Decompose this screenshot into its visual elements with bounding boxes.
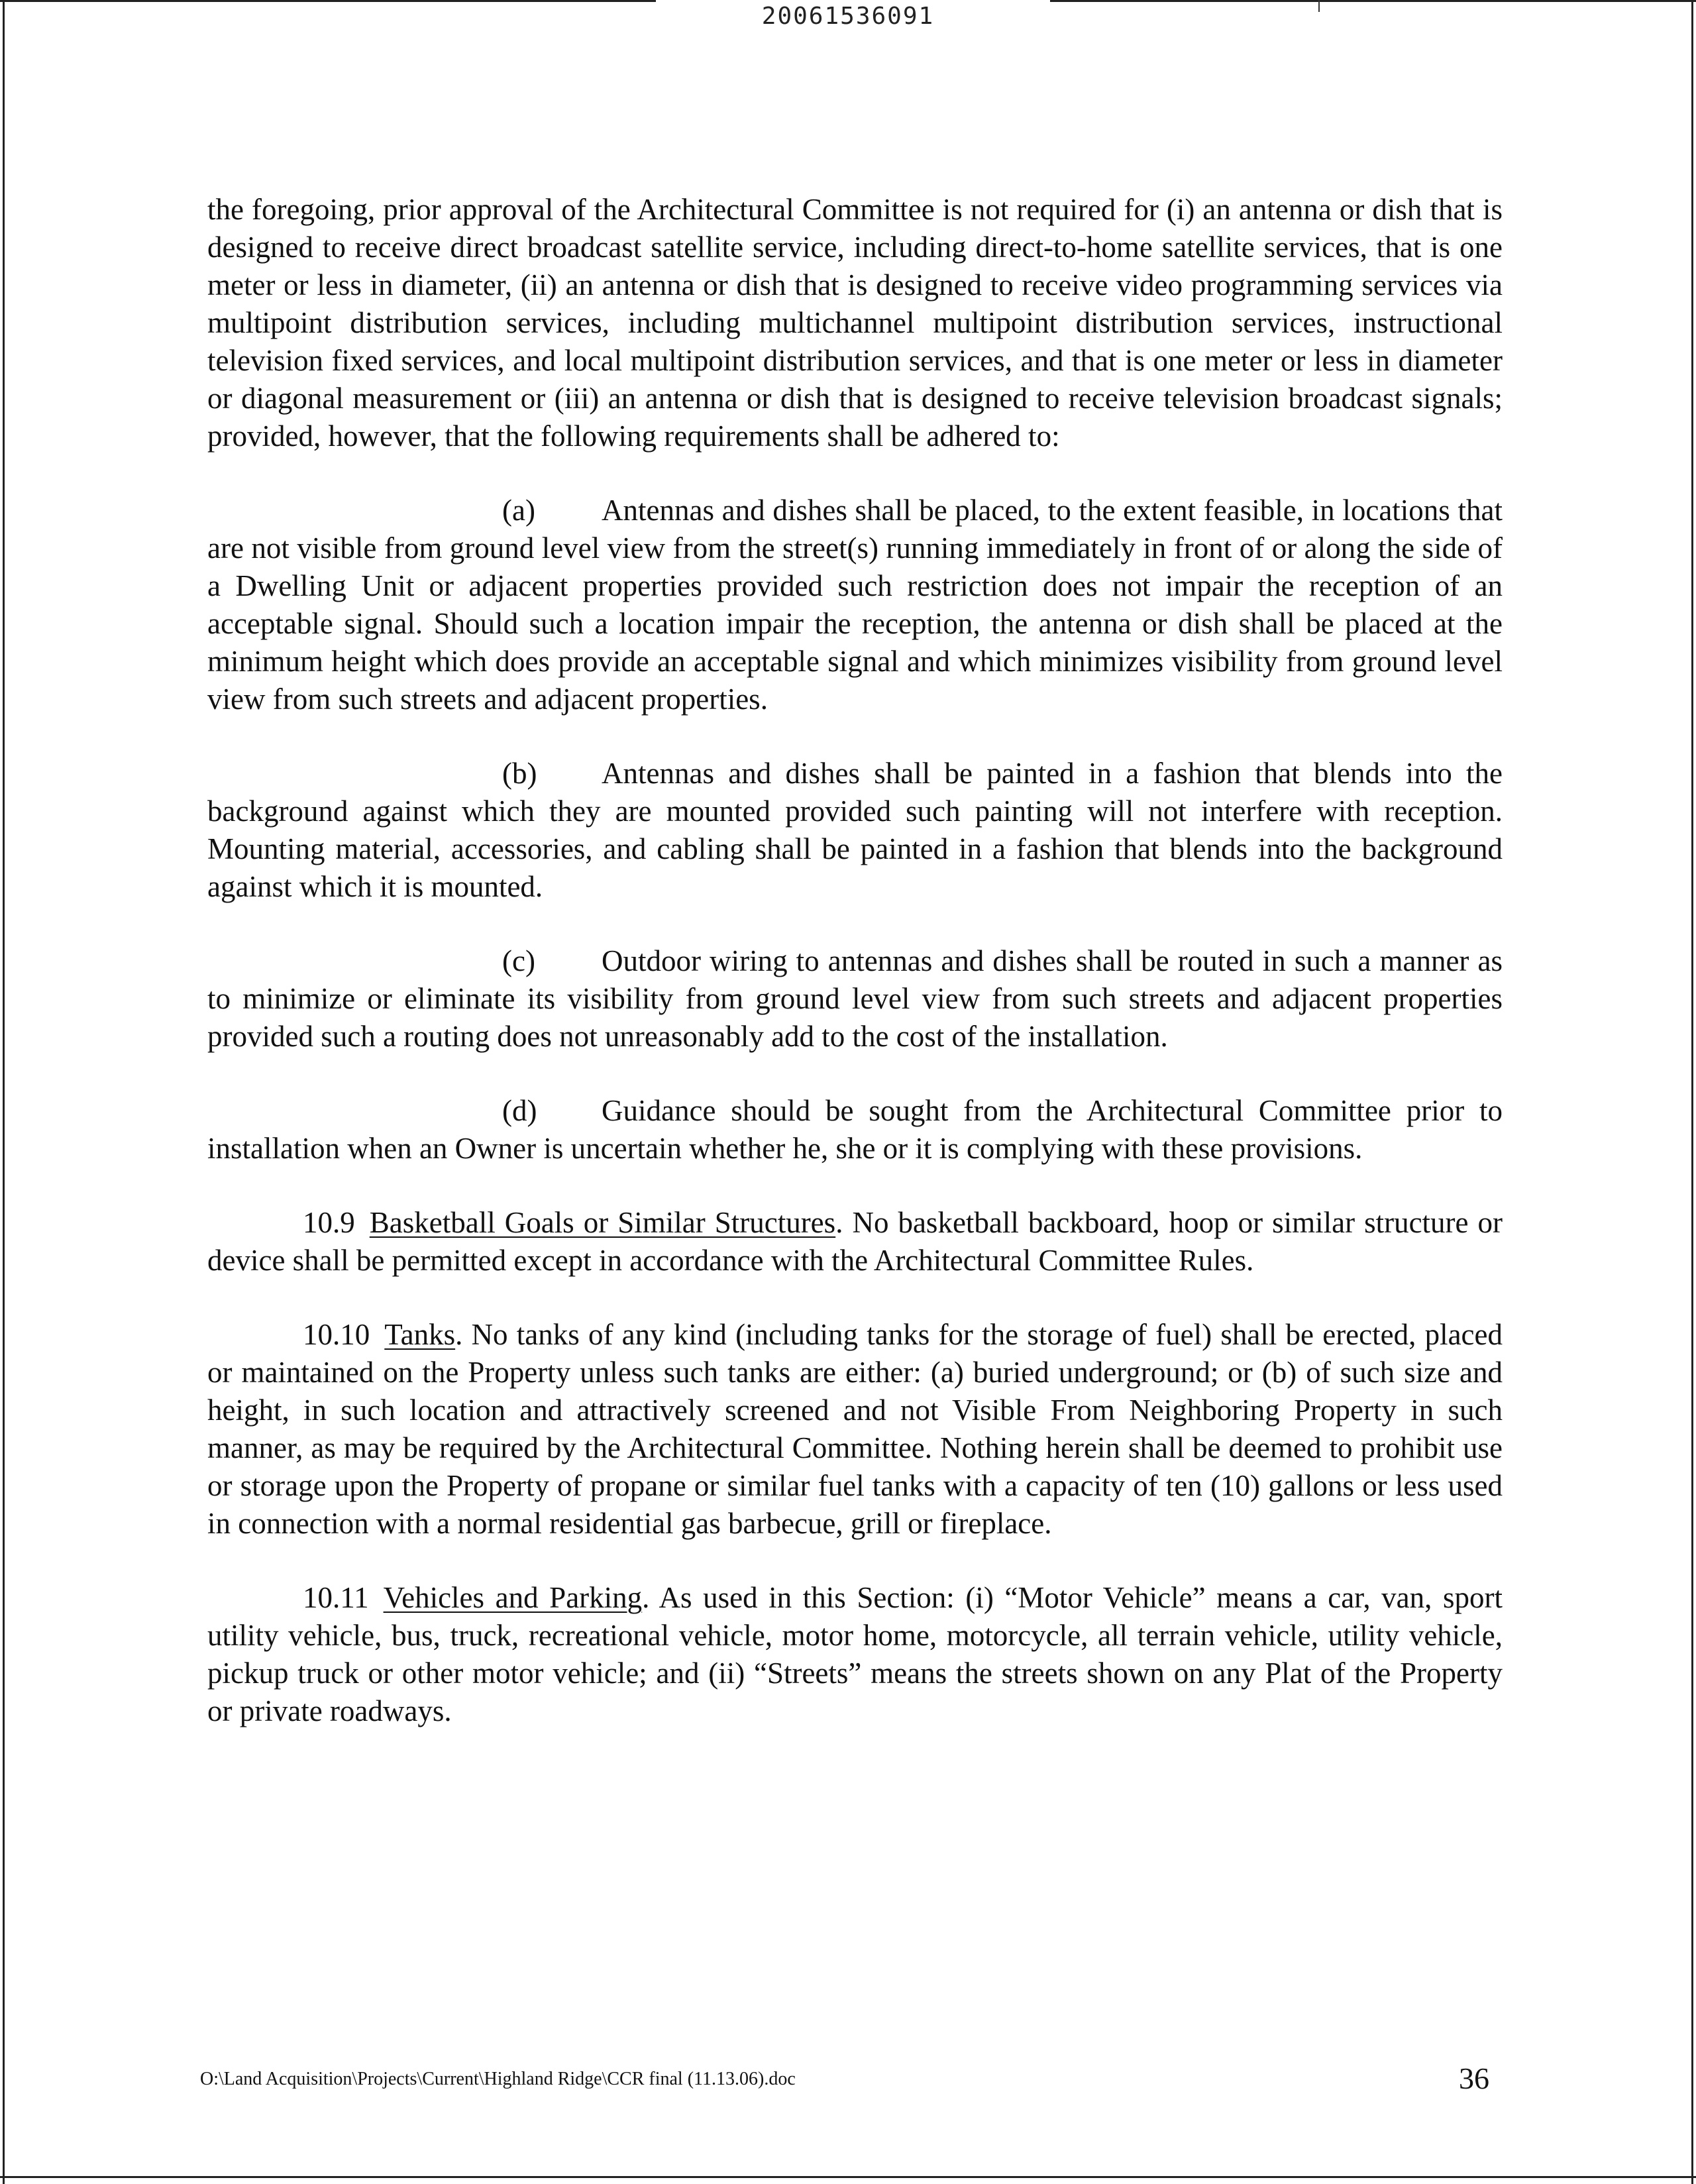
scan-border-top	[0, 0, 656, 2]
section-heading: Vehicles and Parking	[383, 1581, 643, 1614]
section-number: 10.10	[303, 1318, 370, 1351]
scan-border-left	[3, 0, 5, 2184]
subsection-d	[207, 1092, 1503, 1168]
section-number: 10.9	[303, 1206, 355, 1239]
subsection-a	[207, 492, 1503, 718]
subsection-label: (a)	[502, 494, 535, 527]
subsection-label: (c)	[502, 944, 535, 977]
footer-file-path: O:\Land Acquisition\Projects\Current\Highland Ridge\CCR final (11.13.06).doc	[200, 2069, 796, 2089]
subsection-text: Guidance should be sought from the Architectural Committee prior to installation when an Owner is uncertain whether he, she or it is complying with these provisions.	[207, 1094, 1503, 1165]
subsection-text: Antennas and dishes shall be painted in a fashion that blends into the background against which they are mounted provided such painting will not interfere with reception. Mounting material, accessories, and cabling shall be painted in a fashion that blends into the background against which it is mounted.	[207, 757, 1503, 903]
section-10-9	[207, 1204, 1503, 1280]
section-heading: Tanks	[384, 1318, 456, 1351]
scan-border-right	[1691, 0, 1693, 2184]
section-text: . No basketball backboard, hoop or similar structure or device shall be permitted except in accordance with the Architectural Committee Rules.	[207, 1206, 1503, 1277]
scan-border-top	[1050, 0, 1696, 2]
document-id: 20061536091	[761, 3, 935, 30]
section-heading: Basketball Goals or Similar Structures	[369, 1206, 836, 1239]
subsection-label: (d)	[502, 1094, 537, 1127]
section-text: . No tanks of any kind (including tanks for the storage of fuel) shall be erected, placed or maintained on the Property unless such tanks are either: (a) buried underground; or (b) of such size and height, in such location and attractively screened and not Visible From Neighboring Property in such manner, as may be required by the Architectural Committee. Nothing herein shall be deemed to prohibit use or storage upon the Property of propane or similar fuel tanks with a capacity of ten (10) gallons or less used in connection with a normal residential gas barbecue, grill or fireplace.	[207, 1318, 1503, 1540]
section-10-11	[207, 1579, 1503, 1730]
page-number: 36	[1459, 2061, 1489, 2095]
intro-paragraph: the foregoing, prior approval of the Architectural Committee is not required for (i) an antenna or dish that is designed to receive direct broadcast satellite service, including direct-to-home satellite services, that is one meter or less in diameter, (ii) an antenna or dish that is designed to receive video programming services via multipoint distribution services, including multichannel multipoint distribution services, instructional television fixed services, and local multipoint distribution services, and that is one meter or less in diameter or diagonal measurement or (iii) an antenna or dish that is designed to receive television broadcast signals; provided, however, that the following requirements shall be adhered to:	[207, 193, 1503, 453]
section-number: 10.11	[303, 1581, 369, 1614]
subsection-text: Antennas and dishes shall be placed, to the extent feasible, in locations that are not visible from ground level view from the street(s) running immediately in front of or along the side of a Dwelling Unit or adjacent properties provided such restriction does not impair the reception of an acceptable signal. Should such a location impair the reception, the antenna or dish shall be placed at the minimum height which does provide an acceptable signal and which minimizes visibility from ground level view from such streets and adjacent properties.	[207, 494, 1503, 716]
subsection-text: Outdoor wiring to antennas and dishes shall be routed in such a manner as to minimize or eliminate its visibility from ground level view from such streets and adjacent properties provided such a routing does not unreasonably add to the cost of the installation.	[207, 944, 1503, 1053]
subsection-b	[207, 755, 1503, 906]
section-10-10	[207, 1316, 1503, 1543]
subsection-c	[207, 942, 1503, 1056]
document-body	[207, 191, 1503, 1767]
subsection-label: (b)	[502, 757, 537, 790]
scan-border-bottom	[0, 2176, 1696, 2178]
section-text: . As used in this Section: (i) “Motor Vehicle” means a car, van, sport utility vehicle, bus, truck, recreational vehicle, motor home, motorcycle, all terrain vehicle, utility vehicle, pickup truck or other motor vehicle; and (ii) “Streets” means the streets shown on any Plat of the Property or private roadways.	[207, 1581, 1503, 1727]
